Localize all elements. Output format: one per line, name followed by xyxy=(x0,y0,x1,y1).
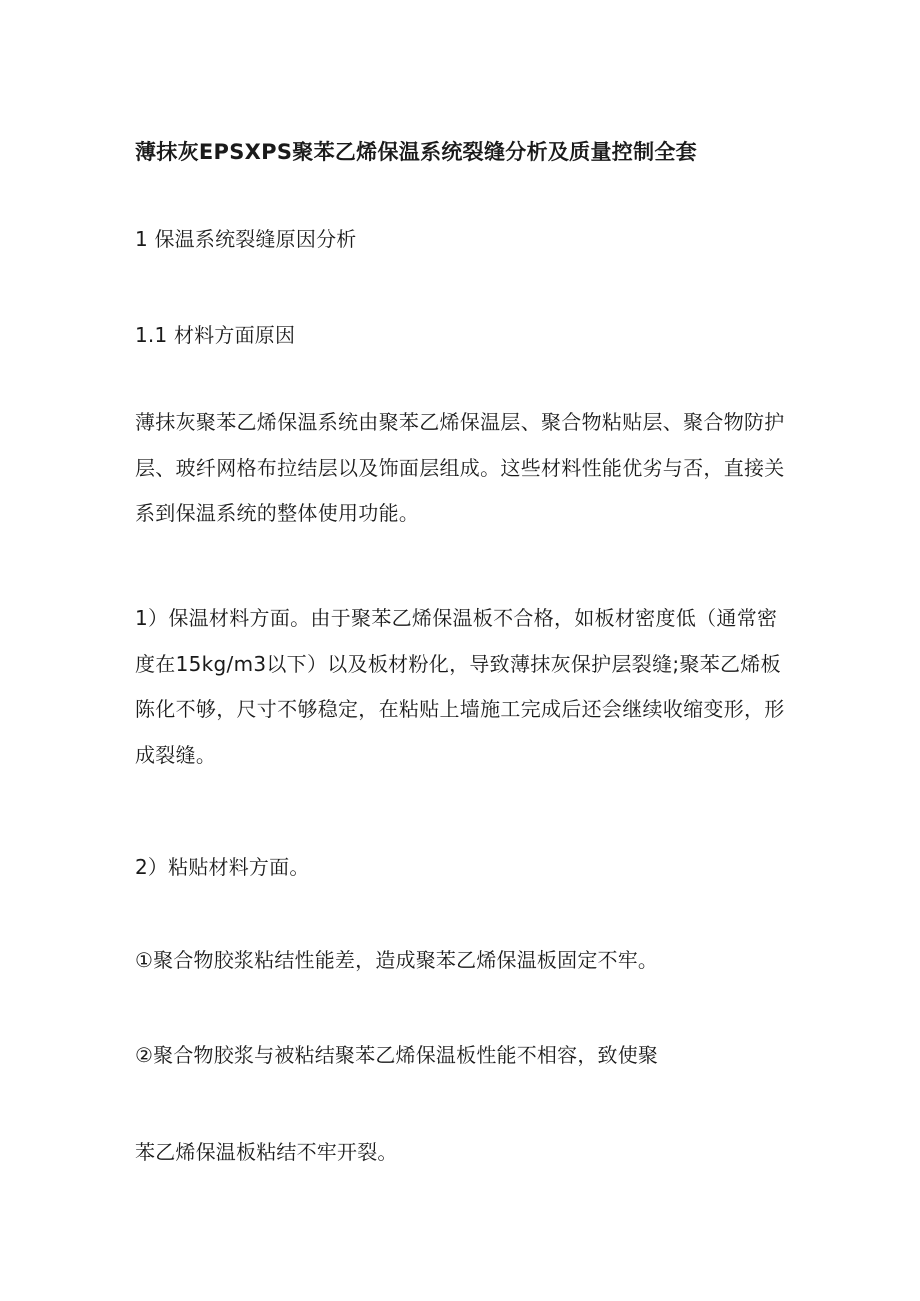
item-2-heading: 2）粘贴材料方面。 xyxy=(135,855,310,879)
sub-item-1: ①聚合物胶浆粘结性能差，造成聚苯乙烯保温板固定不牢。 xyxy=(135,948,659,972)
item-1-paragraph: 1）保温材料方面。由于聚苯乙烯保温板不合格，如板材密度低（通常密度在15kg/m3以下）以及板材粉化，导致薄抹灰保护层裂缝;聚苯乙烯板陈化不够，尺寸不够稳定，在粘贴上墙施工完成后还会继续收缩变形，形成裂缝。 xyxy=(135,606,785,767)
intro-paragraph: 薄抹灰聚苯乙烯保温系统由聚苯乙烯保温层、聚合物粘贴层、聚合物防护层、玻纤网格布拉结层以及饰面层组成。这些材料性能优劣与否，直接关系到保温系统的整体使用功能。 xyxy=(135,410,785,525)
sub-item-2-line-1: ②聚合物胶浆与被粘结聚苯乙烯保温板性能不相容，致使聚 xyxy=(135,1043,659,1067)
section-heading-1: 1 保温系统裂缝原因分析 xyxy=(135,227,357,251)
section-heading-1-1: 1.1 材料方面原因 xyxy=(135,323,296,347)
sub-item-2-line-2: 苯乙烯保温板粘结不牢开裂。 xyxy=(135,1140,398,1164)
document-title: 薄抹灰EPSXPS聚苯乙烯保温系统裂缝分析及质量控制全套 xyxy=(135,140,697,164)
